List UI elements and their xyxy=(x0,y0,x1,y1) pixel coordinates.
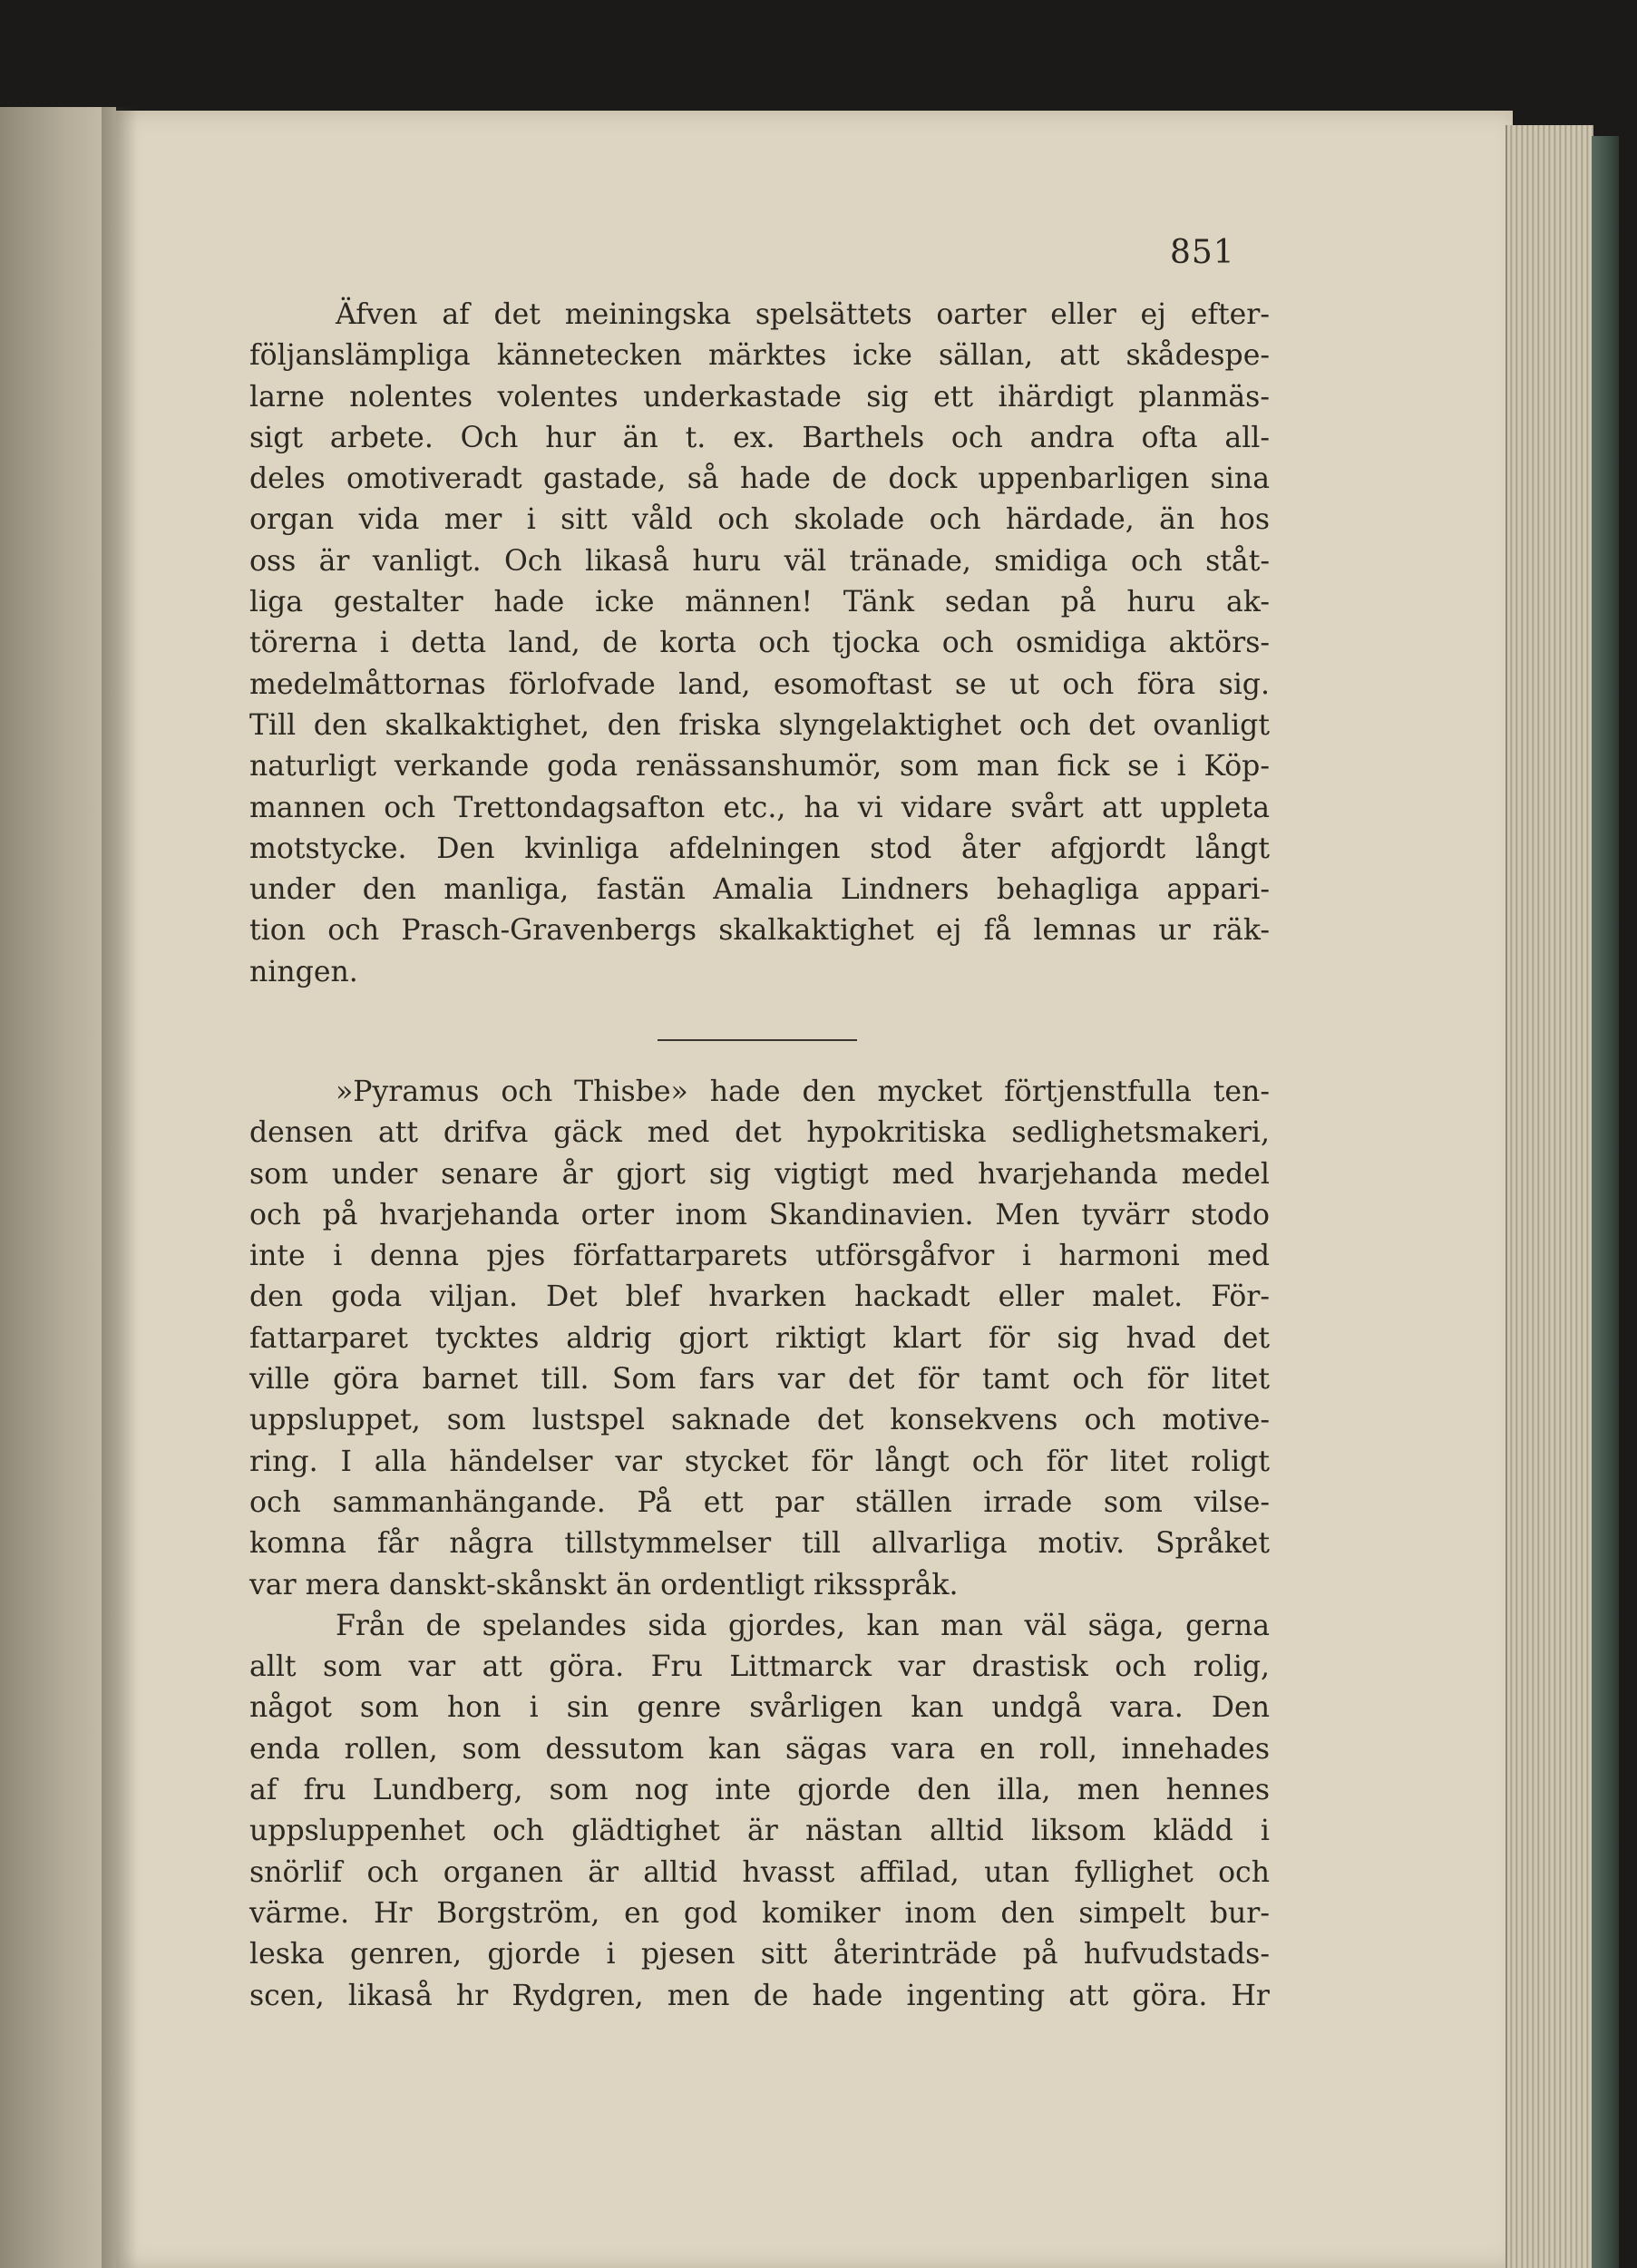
text-line: den goda viljan. Det blef hvarken hackadt eller malet. För- xyxy=(249,1280,1270,1314)
text-line: komna får några tillstymmelser till allvarliga motiv. Språket xyxy=(249,1527,1270,1561)
text-line: Äfven af det meiningska spelsättets oarter eller ej efter- xyxy=(336,298,1270,331)
text-line: scen, likaså hr Rydgren, men de hade ingenting att göra. Hr xyxy=(249,1979,1270,2012)
text-line: leska genren, gjorde i pjesen sitt återinträde på hufvudstads- xyxy=(249,1938,1270,1971)
text-line: och på hvarjehanda orter inom Skandinavien. Men tyvärr stodo xyxy=(249,1198,1270,1231)
text-line: törerna i detta land, de korta och tjocka och osmidiga aktörs- xyxy=(249,627,1270,660)
text-line: »Pyramus och Thisbe» hade den mycket förtjenstfulla ten- xyxy=(336,1076,1270,1108)
text-line: Från de spelandes sida gjordes, kan man väl säga, gerna xyxy=(336,1609,1270,1642)
page-stack-edges xyxy=(1505,125,1593,2268)
book-gutter xyxy=(102,107,138,2268)
book-spine xyxy=(1592,136,1619,2268)
text-line: uppsluppet, som lustspel saknade det konsekvens och motive- xyxy=(249,1404,1270,1437)
text-line: inte i denna pjes författarparets utförsgåfvor i harmoni med xyxy=(249,1240,1270,1273)
text-line: ring. I alla händelser var stycket för långt och för litet roligt xyxy=(249,1445,1270,1478)
text-line: naturligt verkande goda renässanshumör, som man fick se i Köp- xyxy=(249,750,1270,784)
text-line: värme. Hr Borgström, en god komiker inom den simpelt bur- xyxy=(249,1896,1270,1930)
paragraph-meiningska xyxy=(249,295,1270,993)
text-line: snörlif och organen är alltid hvasst affilad, utan fyllighet och xyxy=(249,1855,1270,1889)
text-line: liga gestalter hade icke männen! Tänk sedan på huru ak- xyxy=(249,586,1270,619)
text-line: medelmåttornas förlofvade land, esomoftast se ut och föra sig. xyxy=(249,667,1270,701)
text-line: tion och Prasch-Gravenbergs skalkaktighet ej få lemnas ur räk- xyxy=(249,914,1270,948)
text-line: och sammanhängande. På ett par ställen irrade som vilse- xyxy=(249,1485,1270,1519)
text-line: något som hon i sin genre svårligen kan undgå vara. Den xyxy=(249,1691,1270,1725)
text-line: larne nolentes volentes underkastade sig ett ihärdigt planmäs- xyxy=(249,380,1270,414)
text-line: ningen. xyxy=(249,955,358,988)
text-line: ville göra barnet till. Som fars var det för tamt och för litet xyxy=(249,1363,1270,1397)
paragraph-pyramus xyxy=(249,1072,1270,2017)
text-line: under den manliga, fastän Amalia Lindners behagliga appari- xyxy=(249,873,1270,907)
text-line: sigt arbete. Och hur än t. ex. Barthels och andra ofta all- xyxy=(249,421,1270,454)
text-line: af fru Lundberg, som nog inte gjorde den illa, men hennes xyxy=(249,1774,1270,1807)
section-divider xyxy=(658,1039,857,1041)
text-line: följanslämpliga kännetecken märktes icke sällan, att skådespe- xyxy=(249,339,1270,373)
text-line: fattarparet tycktes aldrig gjort riktigt klart för sig hvad det xyxy=(249,1321,1270,1355)
text-line: som under senare år gjort sig vigtigt med hvarjehanda medel xyxy=(249,1157,1270,1191)
text-line: mannen och Trettondagsafton etc., ha vi vidare svårt att uppleta xyxy=(249,791,1270,824)
text-line: var mera danskt-skånskt än ordentligt riksspråk. xyxy=(249,1568,959,1601)
page-number: 851 xyxy=(1170,234,1235,271)
text-line: allt som var att göra. Fru Littmarck var drastisk och rolig, xyxy=(249,1650,1270,1684)
text-line: enda rollen, som dessutom kan sägas vara en roll, innehades xyxy=(249,1732,1270,1766)
text-line: Till den skalkaktighet, den friska slyngelaktighet och det ovanligt xyxy=(249,708,1270,742)
text-line: oss är vanligt. Och likaså huru väl tränade, smidiga och ståt- xyxy=(249,544,1270,578)
text-line: motstycke. Den kvinliga afdelningen stod åter afgjordt långt xyxy=(249,832,1270,865)
text-line: organ vida mer i sitt våld och skolade och härdade, än hos xyxy=(249,503,1270,537)
left-page-edge xyxy=(0,107,116,2268)
text-line: uppsluppenhet och glädtighet är nästan alltid liksom klädd i xyxy=(249,1815,1270,1848)
text-line: deles omotiveradt gastade, så hade de dock uppenbarligen sina xyxy=(249,462,1270,496)
text-line: densen att drifva gäck med det hypokritiska sedlighetsmakeri, xyxy=(249,1116,1270,1150)
